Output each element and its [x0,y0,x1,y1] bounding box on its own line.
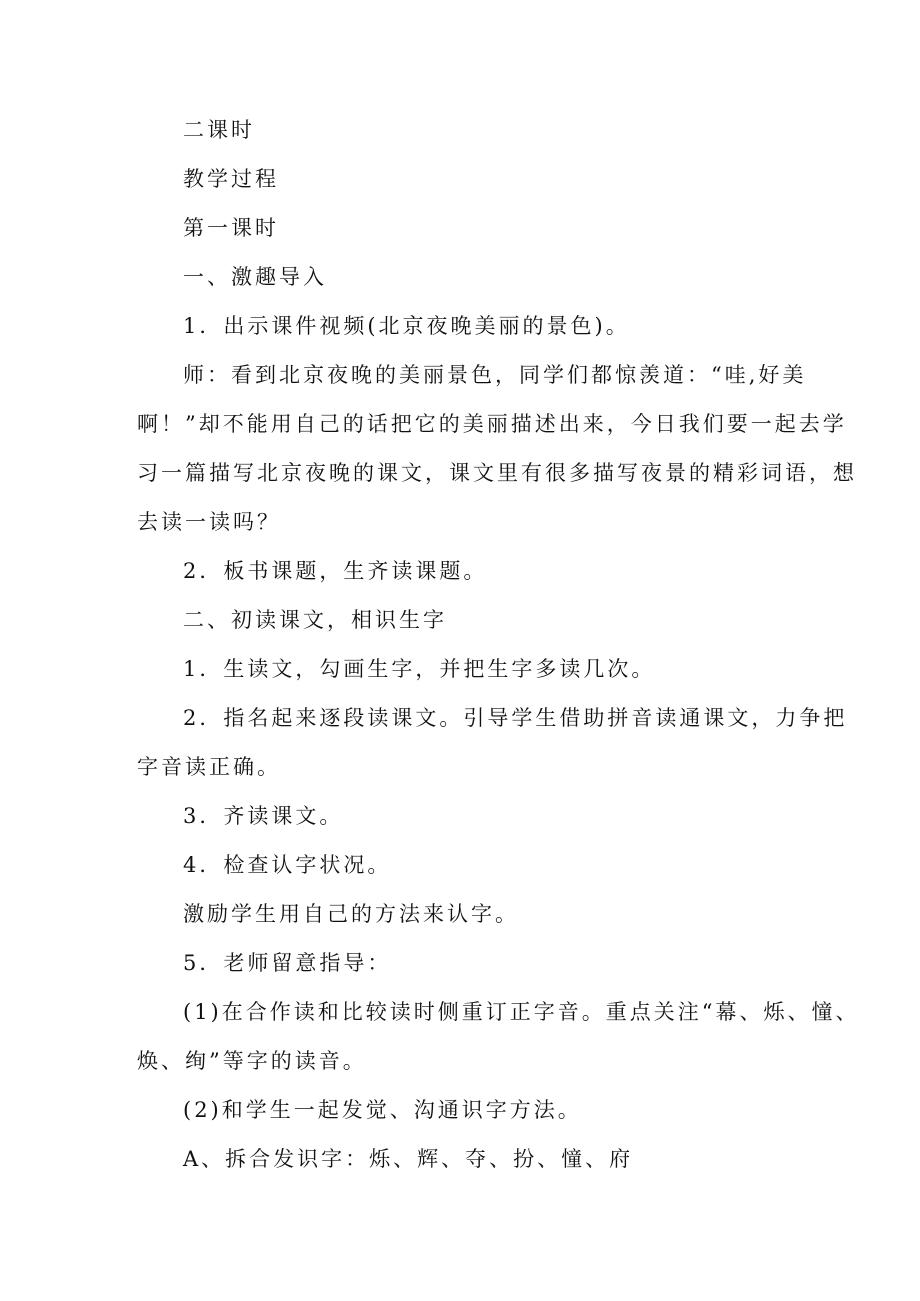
text-line: 字音读正确。 [137,755,281,779]
section-heading: 一、激趣导入 [183,265,327,289]
text-line: 二课时 [183,118,255,142]
section-heading: 二、初读课文，相识生字 [183,608,447,632]
text-line: 1．出示课件视频(北京夜晚美丽的景色)。 [183,314,630,338]
text-line: 2．指名起来逐段读课文。引导学生借助拼音读通课文，力争把 [183,706,848,730]
text-line: 师：看到北京夜晚的美丽景色，同学们都惊羡道：“哇,好美 [183,363,807,387]
text-line: 焕、绚”等字的读音。 [137,1049,367,1073]
text-line: (2)和学生一起发觉、沟通识字方法。 [183,1098,582,1122]
text-line: 3．齐读课文。 [183,804,344,828]
text-line: 5．老师留意指导： [183,951,392,975]
text-line: 2．板书课题，生齐读课题。 [183,559,488,583]
text-line: 啊！”却不能用自己的话把它的美丽描述出来，今日我们要一起去学 [137,412,847,436]
text-line: 教学过程 [183,167,279,191]
text-line: 激励学生用自己的方法来认字。 [183,902,519,926]
text-line: 去读一读吗？ [137,510,281,534]
text-line: 习一篇描写北京夜晚的课文，课文里有很多描写夜景的精彩词语，想 [137,461,857,485]
text-line: A、拆合发识字：烁、辉、夺、扮、憧、府 [183,1147,634,1171]
text-line: 1．生读文，勾画生字，并把生字多读几次。 [183,657,656,681]
text-line: 第一课时 [183,216,279,240]
text-line: (1)在合作读和比较读时侧重订正字音。重点关注“幕、烁、憧、 [183,1000,860,1024]
text-line: 4．检查认字状况。 [183,853,392,877]
